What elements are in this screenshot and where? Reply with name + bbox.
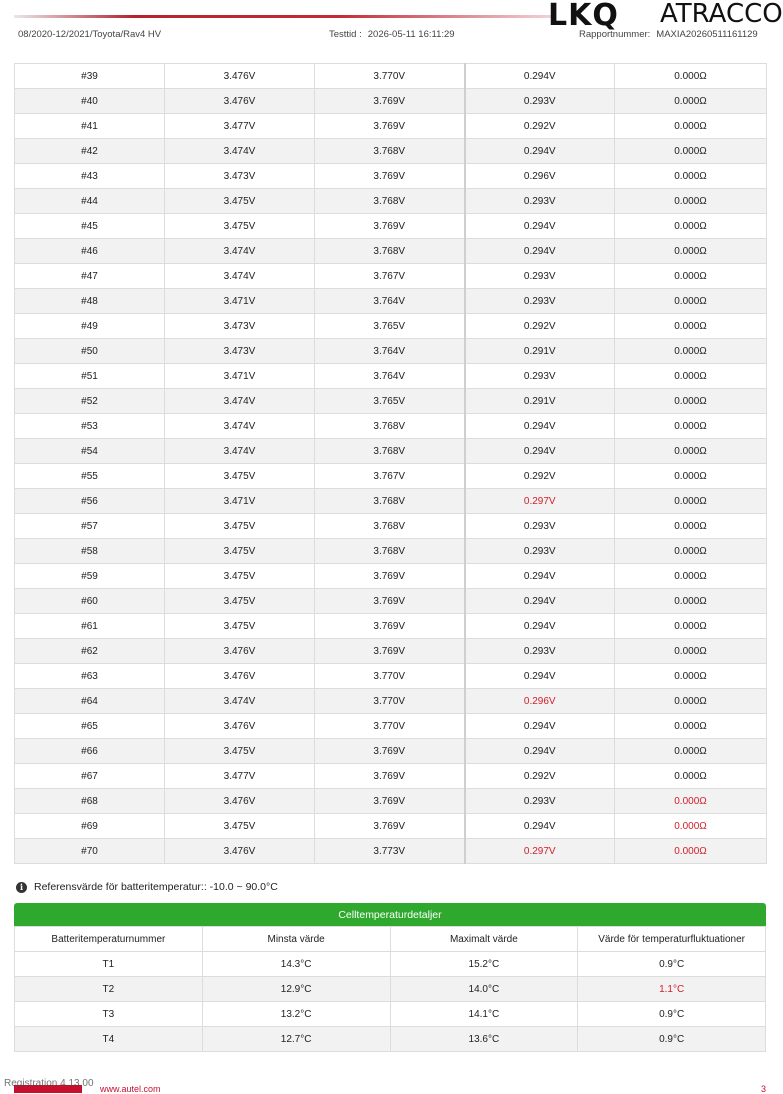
cell-resistance: 0.000Ω [615,339,767,364]
cell-min-voltage: 3.475V [165,614,315,639]
cell-voltage-difference: 0.294V [465,614,615,639]
cell-min-voltage: 3.471V [165,289,315,314]
cell-min-voltage: 3.471V [165,364,315,389]
table-row [15,389,767,414]
cell-resistance: 0.000Ω [615,714,767,739]
cell-id: #49 [15,314,165,339]
cell-min-voltage: 3.474V [165,439,315,464]
cell-id: #63 [15,664,165,689]
cell-resistance: 0.000Ω [615,264,767,289]
cell-max-voltage: 3.770V [315,689,465,714]
cell-id: #57 [15,514,165,539]
cell-id: #43 [15,164,165,189]
cell-voltage-difference: 0.297V [465,839,615,864]
cell-resistance: 0.000Ω [615,839,767,864]
table-row [15,289,767,314]
cell-voltage-difference: 0.291V [465,389,615,414]
cell-min-voltage: 3.471V [165,489,315,514]
cell-resistance: 0.000Ω [615,514,767,539]
cell-resistance: 0.000Ω [615,564,767,589]
cell-min-voltage: 3.474V [165,139,315,164]
cell-voltage-difference: 0.296V [465,164,615,189]
cell-voltage-difference: 0.294V [465,714,615,739]
test-time-label: Testtid : [329,29,362,40]
table-row [15,952,766,977]
temp-sensor-id: T3 [15,1002,203,1027]
temp-max: 14.1°C [390,1002,578,1027]
cell-resistance: 0.000Ω [615,164,767,189]
cell-resistance: 0.000Ω [615,64,767,89]
test-time-value: 2026-05-11 16:11:29 [367,29,455,40]
cell-voltage-difference: 0.293V [465,539,615,564]
cell-id: #70 [15,839,165,864]
temperature-table-title: Celltemperaturdetaljer [14,903,766,926]
cell-id: #51 [15,364,165,389]
cell-max-voltage: 3.769V [315,214,465,239]
cell-min-voltage: 3.475V [165,564,315,589]
table-row [15,664,767,689]
cell-id: #39 [15,64,165,89]
table-row [15,614,767,639]
cell-resistance: 0.000Ω [615,639,767,664]
cell-min-voltage: 3.475V [165,739,315,764]
cell-resistance: 0.000Ω [615,364,767,389]
table-row [15,339,767,364]
cell-voltage-difference: 0.294V [465,739,615,764]
cell-voltage-difference: 0.293V [465,364,615,389]
cell-max-voltage: 3.768V [315,489,465,514]
cell-voltage-difference: 0.293V [465,514,615,539]
cell-min-voltage: 3.476V [165,89,315,114]
table-row [15,764,767,789]
cell-id: #62 [15,639,165,664]
cell-voltage-difference: 0.294V [465,139,615,164]
atracco-logo: ATRACCO [660,0,783,29]
cell-min-voltage: 3.476V [165,714,315,739]
cell-voltage-difference: 0.293V [465,264,615,289]
cell-id: #47 [15,264,165,289]
cell-voltage-difference: 0.293V [465,639,615,664]
cell-min-voltage: 3.476V [165,789,315,814]
temperature-table-header [15,927,766,952]
cell-min-voltage: 3.475V [165,589,315,614]
cell-resistance: 0.000Ω [615,489,767,514]
table-row [15,977,766,1002]
cell-max-voltage: 3.769V [315,814,465,839]
cell-max-voltage: 3.769V [315,739,465,764]
cell-max-voltage: 3.769V [315,764,465,789]
cell-max-voltage: 3.764V [315,339,465,364]
cell-max-voltage: 3.768V [315,139,465,164]
temperature-table [14,926,766,1052]
cell-resistance: 0.000Ω [615,139,767,164]
cell-min-voltage: 3.474V [165,689,315,714]
report-number-label: Rapportnummer: [579,29,651,40]
cell-voltage-difference: 0.294V [465,239,615,264]
table-row [15,539,767,564]
test-time [329,29,455,40]
cell-max-voltage: 3.769V [315,564,465,589]
cell-min-voltage: 3.476V [165,664,315,689]
temperature-table-body [15,952,766,1052]
cell-max-voltage: 3.769V [315,114,465,139]
cell-id: #60 [15,589,165,614]
cell-voltage-difference: 0.293V [465,789,615,814]
cell-min-voltage: 3.474V [165,239,315,264]
table-row [15,264,767,289]
cell-resistance: 0.000Ω [615,764,767,789]
cell-resistance: 0.000Ω [615,214,767,239]
cell-id: #65 [15,714,165,739]
table-row [15,714,767,739]
table-row [15,514,767,539]
cell-id: #41 [15,114,165,139]
cell-resistance: 0.000Ω [615,439,767,464]
table-row [15,139,767,164]
table-row [15,364,767,389]
temp-min: 13.2°C [202,1002,390,1027]
cell-min-voltage: 3.477V [165,764,315,789]
cell-min-voltage: 3.475V [165,214,315,239]
cell-id: #54 [15,439,165,464]
table-row [15,214,767,239]
temp-min: 12.7°C [202,1027,390,1052]
table-row [15,239,767,264]
table-row [15,564,767,589]
cell-max-voltage: 3.769V [315,614,465,639]
table-row [15,314,767,339]
table-row [15,589,767,614]
cell-resistance: 0.000Ω [615,814,767,839]
temp-sensor-id: T4 [15,1027,203,1052]
cell-max-voltage: 3.769V [315,639,465,664]
table-row [15,1027,766,1052]
cell-min-voltage: 3.475V [165,189,315,214]
cell-resistance: 0.000Ω [615,614,767,639]
cell-id: #50 [15,339,165,364]
cell-voltage-difference: 0.296V [465,689,615,714]
temp-min: 12.9°C [202,977,390,1002]
cell-resistance: 0.000Ω [615,239,767,264]
temp-fluctuation: 0.9°C [578,1002,766,1027]
table-row [15,414,767,439]
table-row [15,1002,766,1027]
cell-voltage-difference: 0.292V [465,314,615,339]
cell-min-voltage: 3.473V [165,339,315,364]
cell-max-voltage: 3.769V [315,89,465,114]
cell-max-voltage: 3.765V [315,314,465,339]
table-row [15,89,767,114]
footer-url-link[interactable]: www.autel.com [100,1084,161,1094]
lkq-logo: LKQ [548,0,619,33]
cell-min-voltage: 3.475V [165,514,315,539]
cell-id: #64 [15,689,165,714]
cell-voltage-difference: 0.294V [465,664,615,689]
cell-voltage-difference: 0.294V [465,214,615,239]
cell-voltage-table-body [15,64,767,864]
cell-id: #66 [15,739,165,764]
cell-min-voltage: 3.475V [165,539,315,564]
cell-id: #61 [15,614,165,639]
temp-fluctuation: 0.9°C [578,1027,766,1052]
cell-resistance: 0.000Ω [615,289,767,314]
cell-resistance: 0.000Ω [615,664,767,689]
cell-resistance: 0.000Ω [615,689,767,714]
registration-version: Registration 4.13.00 [4,1078,94,1089]
cell-voltage-difference: 0.294V [465,64,615,89]
cell-resistance: 0.000Ω [615,589,767,614]
table-row [15,464,767,489]
cell-max-voltage: 3.768V [315,539,465,564]
column-header-id: Batteritemperaturnummer [15,927,203,952]
cell-min-voltage: 3.477V [165,114,315,139]
cell-max-voltage: 3.770V [315,664,465,689]
cell-max-voltage: 3.767V [315,264,465,289]
cell-min-voltage: 3.474V [165,414,315,439]
cell-max-voltage: 3.770V [315,714,465,739]
cell-max-voltage: 3.768V [315,414,465,439]
cell-resistance: 0.000Ω [615,464,767,489]
cell-resistance: 0.000Ω [615,114,767,139]
cell-voltage-difference: 0.292V [465,764,615,789]
cell-max-voltage: 3.765V [315,389,465,414]
cell-voltage-difference: 0.294V [465,564,615,589]
cell-max-voltage: 3.764V [315,289,465,314]
cell-min-voltage: 3.475V [165,464,315,489]
table-row [15,689,767,714]
cell-id: #68 [15,789,165,814]
table-row [15,189,767,214]
cell-voltage-difference: 0.293V [465,189,615,214]
temperature-reference-text: Referensvärde för batteritemperatur:: -10.0 ~ 90.0°C [34,881,278,893]
cell-min-voltage: 3.473V [165,164,315,189]
cell-id: #40 [15,89,165,114]
cell-max-voltage: 3.768V [315,189,465,214]
cell-id: #53 [15,414,165,439]
table-row [15,64,767,89]
cell-id: #42 [15,139,165,164]
temp-sensor-id: T1 [15,952,203,977]
cell-id: #58 [15,539,165,564]
cell-resistance: 0.000Ω [615,89,767,114]
cell-max-voltage: 3.770V [315,64,465,89]
temperature-reference [16,881,278,893]
temp-max: 14.0°C [390,977,578,1002]
table-row [15,114,767,139]
cell-id: #44 [15,189,165,214]
cell-min-voltage: 3.476V [165,64,315,89]
cell-id: #45 [15,214,165,239]
table-row [15,739,767,764]
cell-id: #67 [15,764,165,789]
info-icon: i [16,882,27,893]
report-number-value: MAXIA20260511161129 [656,29,758,40]
cell-voltage-difference: 0.297V [465,489,615,514]
cell-id: #56 [15,489,165,514]
cell-voltage-difference: 0.292V [465,464,615,489]
column-header-max: Maximalt värde [390,927,578,952]
table-row [15,489,767,514]
cell-max-voltage: 3.764V [315,364,465,389]
header-accent-line [14,15,554,18]
table-row [15,839,767,864]
temp-max: 15.2°C [390,952,578,977]
cell-id: #55 [15,464,165,489]
temp-min: 14.3°C [202,952,390,977]
cell-max-voltage: 3.768V [315,514,465,539]
cell-voltage-difference: 0.294V [465,814,615,839]
cell-max-voltage: 3.768V [315,239,465,264]
cell-voltage-table [14,63,767,864]
cell-max-voltage: 3.769V [315,164,465,189]
temp-sensor-id: T2 [15,977,203,1002]
cell-id: #48 [15,289,165,314]
cell-max-voltage: 3.768V [315,439,465,464]
table-row [15,164,767,189]
temp-fluctuation: 0.9°C [578,952,766,977]
cell-id: #52 [15,389,165,414]
column-header-min: Minsta värde [202,927,390,952]
cell-min-voltage: 3.474V [165,389,315,414]
cell-min-voltage: 3.476V [165,839,315,864]
cell-min-voltage: 3.475V [165,814,315,839]
report-number [579,29,758,40]
table-row [15,439,767,464]
cell-max-voltage: 3.769V [315,789,465,814]
cell-min-voltage: 3.474V [165,264,315,289]
temp-max: 13.6°C [390,1027,578,1052]
cell-resistance: 0.000Ω [615,389,767,414]
cell-voltage-difference: 0.292V [465,114,615,139]
cell-max-voltage: 3.773V [315,839,465,864]
cell-voltage-difference: 0.293V [465,89,615,114]
cell-id: #46 [15,239,165,264]
temp-fluctuation: 1.1°C [578,977,766,1002]
table-row [15,789,767,814]
cell-voltage-difference: 0.293V [465,289,615,314]
cell-min-voltage: 3.476V [165,639,315,664]
page-number: 3 [760,1084,766,1094]
cell-id: #59 [15,564,165,589]
table-row [15,639,767,664]
cell-resistance: 0.000Ω [615,189,767,214]
cell-resistance: 0.000Ω [615,314,767,339]
cell-voltage-difference: 0.294V [465,439,615,464]
cell-min-voltage: 3.473V [165,314,315,339]
cell-id: #69 [15,814,165,839]
vehicle-info: 08/2020-12/2021/Toyota/Rav4 HV [18,29,162,40]
cell-voltage-difference: 0.291V [465,339,615,364]
cell-max-voltage: 3.769V [315,589,465,614]
cell-voltage-difference: 0.294V [465,414,615,439]
cell-max-voltage: 3.767V [315,464,465,489]
cell-resistance: 0.000Ω [615,739,767,764]
cell-voltage-difference: 0.294V [465,589,615,614]
cell-resistance: 0.000Ω [615,414,767,439]
cell-resistance: 0.000Ω [615,789,767,814]
column-header-fluctuation: Värde för temperaturfluktuationer [578,927,766,952]
cell-resistance: 0.000Ω [615,539,767,564]
table-row [15,814,767,839]
